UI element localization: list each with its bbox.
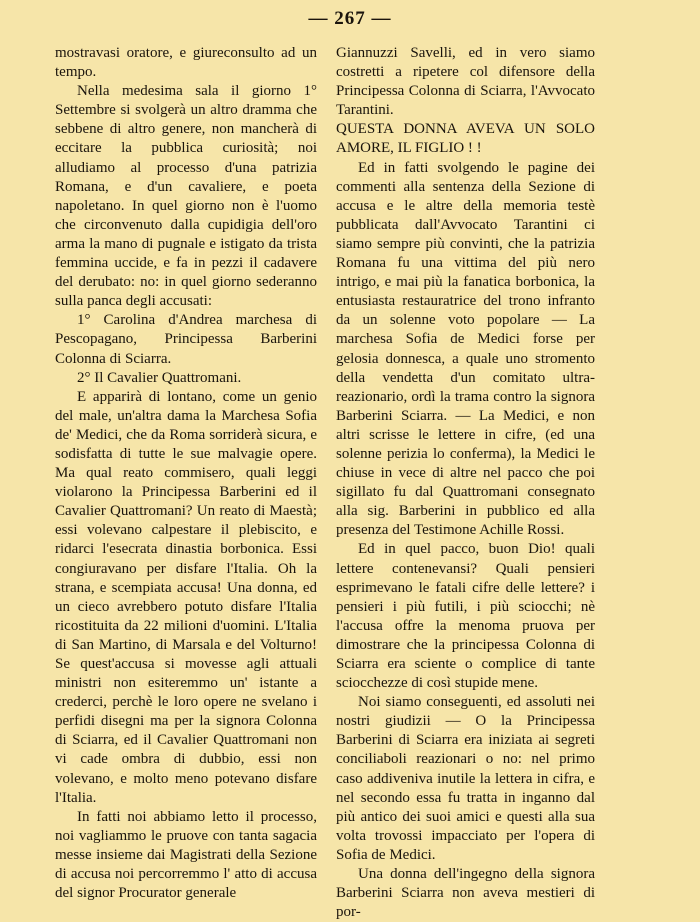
paragraph: Una donna dell'ingegno della signora Barberini Sciarra non aveva mestieri di por- — [336, 866, 595, 921]
paragraph: Giannuzzi Savelli, ed in vero siamo costretti a ripetere col difensore della Principessa Colonna di Sciarra, l'Avvocato Tarantini. — [336, 45, 595, 119]
paragraph: In fatti noi abbiamo letto il processo, noi vagliammo le pruove con tanta sagacia messe insieme dai Magistrati della Sezione di accusa noi percorremmo l' atto di accusa del signor Procurator generale — [55, 808, 317, 902]
paragraph: mostravasi oratore, e giureconsulto ad un tempo. — [55, 45, 317, 81]
paragraph: E apparirà di lontano, come un genio del male, un'altra dama la Marchesa Sofia de' Medici, che da Roma sorriderà sicura, e sodisfatta di tutte le sue malvagie opere. Ma qual reato commisero, quali leggi violarono la Principessa Barberini ed il Cavalier Quattromani? Un reato di Maestà; essi volevano calpestare il plebiscito, e ridarci l'esecrata dinastia borbonica. Essi congiuravano per disfare l'Italia. Oh la strana, e scempiata accusa! Una donna, ed un cieco avrebbero potuto disfare l'Italia ricostituita da 22 milioni d'uomini. L'Italia di San Martino, di Marsala e del Volturno! Se quest'accusa si movesse agli attuali ministri non esiteremmo un' istante a crederci, perchè le loro opere ne svelano i perfidi disegni ma per la signora Colonna di Sciarra, ed il Cavalier Quattromani non vi cade ombra di dubbio, essi non volevano, e molto meno potevano disfare l'Italia. — [55, 388, 317, 806]
paragraph: 2° Il Cavalier Quattromani. — [77, 369, 242, 386]
left-column — [55, 44, 317, 903]
paragraph: 1° Carolina d'Andrea marchesa di Pescopagano, Principessa Barberini Colonna di Sciarra. — [55, 312, 317, 367]
page-number: — 267 — — [308, 8, 392, 29]
paragraph: Ed in quel pacco, buon Dio! quali lettere contenevansi? Quali pensieri esprimevano le fatali cifre delle lettere? i pensieri i più futili, i più sciocchi; nè l'accusa offre la menoma pruova per dimostrare che la principessa Colonna di Sciarra era sciente o complice di tante sciocchezze di così stupide mene. — [336, 541, 595, 692]
paragraph: Ed in fatti svolgendo le pagine dei commenti alla sentenza della Sezione di accusa e le altre della memoria testè pubblicata dall'Avvocato Tarantini ci siamo sempre più convinti, che la patrizia Romana fu una vittima del più nero intrigo, e mai più la fanatica borbonica, la entusiasta restauratrice del trono infranto da un solenne voto popolare — La marchesa Sofia de Medici forse per gelosia donnesca, a quale uno stromento della vendetta d'un comitato ultra-reazionario, ordì la trama contro la signora Barberini Sciarra. — La Medici, e non altri scrisse le lettere in cifre, (ed una solenne perizia lo conferma), la Medici le chiuse in vece di altre nel pacco che poi sigillato fu dal Quattromani consegnato alla sig. Barberini in pubblico ed alla presenza del Testimone Achille Rossi. — [336, 159, 595, 539]
paragraph: QUESTA DONNA AVEVA UN SOLO AMORE, IL FIGLIO ! ! — [336, 121, 595, 157]
paragraph: Noi siamo conseguenti, ed assoluti nei nostri giudizii — O la Principessa Barberini di Sciarra era iniziata ai segreti conciliaboli reazionari o no: nel primo caso addiveniva inutile la lettera in cifra, e nel secondo essa fu tratta in inganno dal più antico dei suoi amici e questi alla sua volta trovossi impacciato per l'opera di Sofia de Medici. — [336, 694, 595, 863]
right-column — [336, 44, 595, 922]
paragraph: Nella medesima sala il giorno 1° Settembre si svolgerà un altro dramma che sebbene di altro genere, non mancherà di eccitare la pubblica curiosità; noi alludiamo al processo d'una patrizia Romana, e d'un cavaliere, e poeta napoletano. In quel giorno non è l'uomo che circonvenuto dalla cupidigia dell'oro arma la mano di pugnale e istigato da trista femmina uccide, e fa in pezzi il cadavere del derubato: no: in quel giorno sederanno sulla panca degli accusati: — [55, 83, 317, 310]
